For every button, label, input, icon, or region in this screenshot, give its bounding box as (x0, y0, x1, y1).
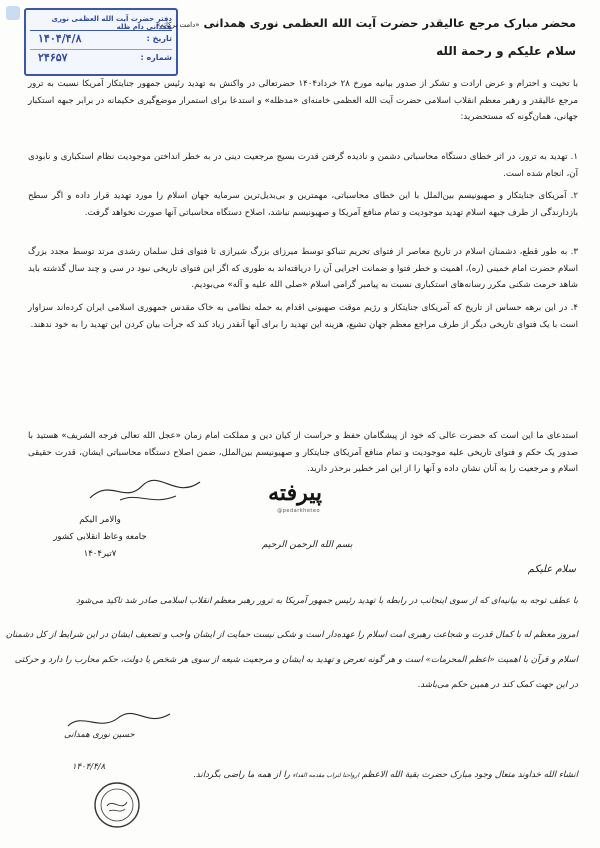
office-seal-icon (92, 780, 142, 830)
stamp-number-value: ۲۴۶۵۷ (38, 51, 68, 64)
stamp-title-row (30, 12, 172, 31)
reply-salam: سلام علیکم (527, 564, 576, 575)
reply-final-line (193, 770, 578, 780)
reply-final-end: را از همه ما راضی بگرداند. (193, 770, 290, 780)
closing-date: ۷تیر۱۴۰۴ (83, 549, 117, 559)
reply-line-1: با عطف توجه به بیانیه‌ای که از سوی اینجانب در رابطه با تهدید رئیس جمهور آمریکا به ترور رهبر معظم انقلاب اسلامی صادر شد تاکید می‌شود (76, 596, 578, 606)
letter-addressee (156, 16, 576, 30)
paragraph-point-1: ۱. تهدید به ترور، در اثر خطای دستگاه محاسباتی دشمن و نادیده گرفتن قدرت بسیج مرجعیت دینی در به خطر انداختن موجودیت نظام استکباری و نابودی آن، انجام شده است. (28, 152, 578, 179)
reply-line-3: اسلام و قرآن با اهمیت «اعظم المحرمات» است و هر گونه تعرض و تهدید به ایشان و مرجعیت شیعه از سوی هر شخص یا دولت، حکم محارب را دارد و حرکتی (14, 655, 578, 665)
addressee-text: محضر مبارک مرجع عالیقدر حضرت آیت الله العظمی نوری همدانی (203, 16, 576, 30)
paragraph-point-3: ۳. به طور قطع، دشمنان اسلام در تاریخ معاصر از فتوای تحریم تنباکو توسط میرزای بزرگ شیرازی تا فتوای قتل سلمان رشدی مرتد توسط مجدد بزرگ اسلام حضرت امام خمینی (ره)، اهمیت و خطر فتوا و ضمانت اجرایی آن را دریافته‌اند به طوری که اگر این فتوای تاریخی نبود در سی و چند سال گذشته باید شاهد حرمت شکنی مکرر رسانه‌های استکباری نسبت به پیامبر گرامی اسلام «صلی الله علیه و آله» می‌بودیم. (28, 247, 578, 290)
closing-phrase: والامر الیکم (79, 515, 121, 525)
signature-scribble-top (80, 470, 220, 508)
paragraph-request: استدعای ما این است که حضرت عالی که خود از پیشگامان حفظ و حراست از کیان دین و مملکت امام زمان «عجل الله تعالی فرجه الشریف» هستید با صدور یک حکم و فتوای تاریخی علیه موجودیت و تمام منافع آمریکای جنایتکار و صهیونیسم بین‌الملل، ضمن اصلاح دستگاه محاسباتی ایشان، قدرت حقیقی اسلام و مرجعیت را به آنان نشان داده و آنها را از این امر خطیر برحذر دارید. (28, 431, 578, 474)
reply-line-4: در این جهت کمک کند در همین حکم می‌باشد. (417, 680, 578, 690)
page-corner-icon (6, 6, 20, 20)
stamp-date-label: تاریخ : (146, 34, 172, 43)
paragraph-point-4: ۴. در این برهه حساس از تاریخ که آمریکای جنایتکار و رژیم موقت صهیونی اقدام به حمله نظامی به خاک مقدس جمهوری اسلامی ایران کرده‌اند سزاوار است با یک فتوای تاریخی دیگر از طرف مراجع معظم جهان تشیع، هزینه این تهدید را برای آنها آنقدر زیاد کند که جرأت بیان کردن این تهدید را به خود ندهند. (28, 303, 578, 330)
reply-final-text: انشاء الله خداوند متعال وجود مبارک حضرت بقیة الله الاعظم (361, 770, 578, 780)
reply-bismillah: بسم الله الرحمن الرحیم (262, 540, 353, 550)
letter-closing (30, 512, 170, 563)
stamp-date-value: ۱۴۰۴/۴/۸ (38, 32, 82, 45)
reply-final-inset: ارواحنا لتراب مقدمه الفداء (292, 772, 360, 779)
watermark-text: پیرفته (268, 480, 322, 506)
watermark-handle: @pedarkheteo (277, 508, 320, 514)
stamp-number-label: شماره : (140, 53, 172, 62)
reply-signature-name: حسین نوری همدانی (64, 730, 135, 740)
paragraph-intro: با تحیت و احترام و عرض ارادت و تشکر از صدور بیانیه مورخ ۲۸ خرداد۱۴۰۴ حضرتعالی در واکنش به تهدید رئیس جمهور جنایتکار آمریکا نسبت به ترور مرجع عالیقدر و رهبر معظم انقلاب اسلامی حضرت آیت الله العظمی خامنه‌ای «مدظله» و استدعا برای استمرار موضع‌گیری حکیمانه در برابر جبهه استکبار جهانی، همان‌گونه که مستحضرید: (28, 79, 579, 122)
addressee-honorific: «دامت برکاته» (156, 21, 200, 29)
stamp-title: دفتر حضرت آیت الله العظمی نوری همدانی دام ظله (51, 15, 172, 31)
paragraph-point-2: ۲. آمریکای جنایتکار و صهیونیسم بین‌الملل با این خطای محاسباتی، مهمترین و بی‌بدیل‌ترین سرمایه جهان اسلام را مورد تهدید قرار داده و اگر سطح بازدارندگی از طرف جبهه اسلام تهدید موجودیت و تمام منافع آمریکا و صهیونیسم نباشد، اصلاح دستگاه محاسباتی آنها صورت نخواهد گرفت. (28, 191, 578, 218)
watermark-logo (222, 478, 322, 518)
reply-signature-date: ۱۴۰۴/۴/۸ (72, 762, 106, 772)
stamp-number-row (30, 50, 172, 68)
reply-line-2: امروز معظم له با کمال قدرت و شجاعت رهبری امت اسلام را عهده‌دار است و شکی نیست حمایت از ایشان واجب و تضعیف ایشان در این شرایط از کل دشمنان (5, 630, 578, 640)
closing-signatory: جامعه وعاظ انقلابی کشور (53, 532, 147, 542)
letter-greeting: سلام علیکم و رحمة الله (436, 44, 576, 58)
stamp-date-row (30, 31, 172, 50)
registration-stamp (24, 8, 178, 76)
